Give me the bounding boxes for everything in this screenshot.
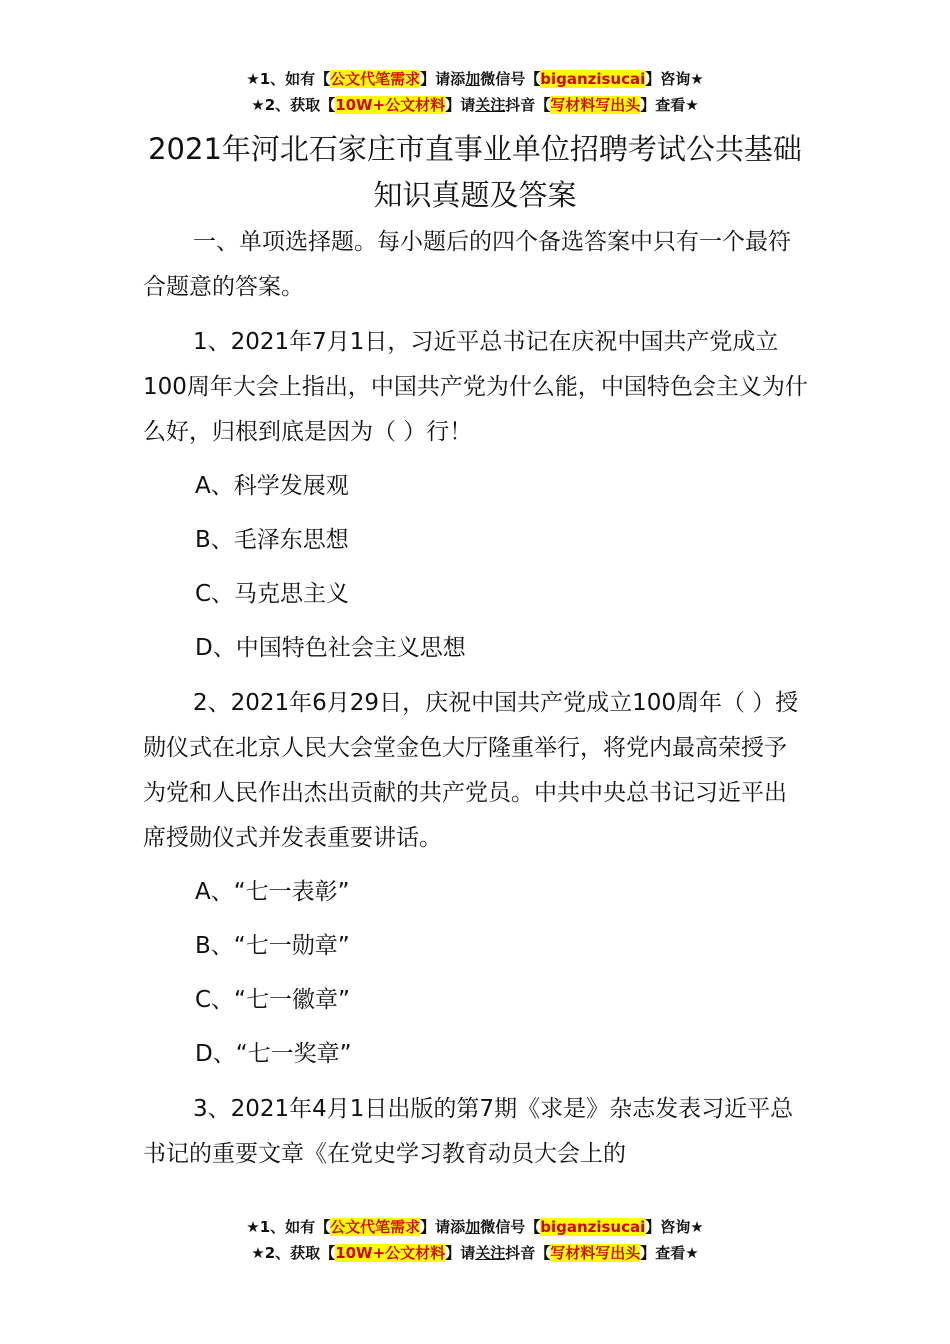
footer-banner xyxy=(0,1214,950,1266)
banner-line-2: ★2、获取【10W+公文材料】请关注抖音【写材料写出头】查看★ xyxy=(251,1244,699,1262)
banner-line-2: ★2、获取【10W+公文材料】请关注抖音【写材料写出头】查看★ xyxy=(251,96,699,114)
highlight-materials: 10W+公文材料 xyxy=(335,1244,446,1262)
highlight-service: 公文代笔需求 xyxy=(330,70,421,88)
highlight-materials: 10W+公文材料 xyxy=(335,96,446,114)
question-1-option-a: A、科学发展观 xyxy=(195,473,349,499)
question-2-stem: 2、2021年6月29日，庆祝中国共产党成立100周年（ ）授勋仪式在北京人民大会堂金色大厅隆重举行，将党内最高荣授予为党和人民作出杰出贡献的共产党员。中共中央总书记习近平出席授勋仪式并发表重要讲话。 xyxy=(143,690,799,851)
banner-line-1: ★1、如有【公文代笔需求】请添加微信号【biganzisucai】咨询★ xyxy=(246,70,704,88)
question-2-option-d: D、“七一奖章” xyxy=(195,1041,352,1067)
wechat-id: biganzisucai xyxy=(540,70,646,88)
question-1-option-c: C、马克思主义 xyxy=(195,581,350,607)
banner-line-1: ★1、如有【公文代笔需求】请添加微信号【biganzisucai】咨询★ xyxy=(246,1218,704,1236)
wechat-id: biganzisucai xyxy=(540,1218,646,1236)
douyin-account: 写材料写出头 xyxy=(550,96,641,114)
document-title: 2021年河北石家庄市直事业单位招聘考试公共基础知识真题及答案 xyxy=(148,132,802,212)
section-heading: 一、单项选择题。每小题后的四个备选答案中只有一个最符合题意的答案。 xyxy=(143,229,791,300)
douyin-account: 写材料写出头 xyxy=(550,1244,641,1262)
document-body xyxy=(143,220,808,1177)
question-2-option-b: B、“七一勋章” xyxy=(195,933,350,959)
question-3-stem: 3、2021年4月1日出版的第7期《求是》杂志发表习近平总书记的重要文章《在党史学习教育动员大会上的 xyxy=(143,1096,794,1167)
header-banner xyxy=(0,66,950,118)
question-1-stem: 1、2021年7月1日，习近平总书记在庆祝中国共产党成立100周年大会上指出，中国共产党为什么能，中国特色会主义为什么好，归根到底是因为（ ）行！ xyxy=(143,329,808,445)
question-2-option-a: A、“七一表彰” xyxy=(195,879,350,905)
question-1-option-b: B、毛泽东思想 xyxy=(195,527,349,553)
question-1-option-d: D、中国特色社会主义思想 xyxy=(195,635,466,661)
highlight-service: 公文代笔需求 xyxy=(330,1218,421,1236)
question-2-option-c: C、“七一徽章” xyxy=(195,987,350,1013)
